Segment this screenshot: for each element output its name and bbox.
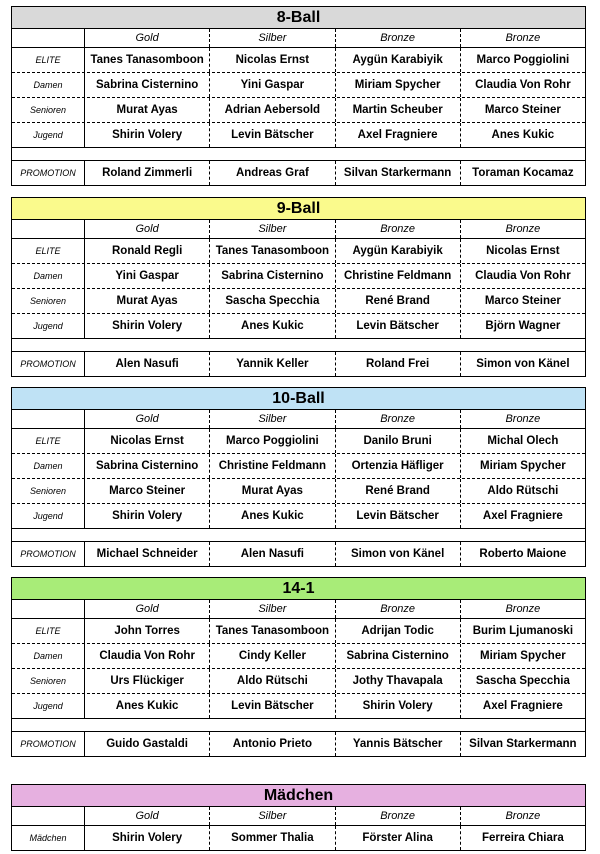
header-category-blank: [12, 807, 85, 825]
winner-name-gold: Marco Steiner: [85, 479, 210, 503]
winner-name-bronze: Marco Steiner: [484, 104, 561, 116]
winner-name-silber: Sascha Specchia: [210, 289, 335, 313]
category-row-jugend: [12, 504, 585, 529]
medal-header-bronze: Bronze: [336, 807, 461, 825]
medal-header-gold: Gold: [85, 600, 210, 618]
spacer-row: [12, 719, 585, 732]
category-label: Damen: [12, 73, 85, 97]
winner-name-bronze: Sabrina Cisternino: [336, 644, 461, 668]
winner-name-bronze: Simon von Känel: [336, 542, 461, 566]
winner-name-silber: Yini Gaspar: [210, 73, 335, 97]
category-label: Damen: [12, 264, 85, 288]
category-row-mädchen: [12, 826, 585, 850]
winner-name-bronze: Toraman Kocamaz: [472, 167, 574, 179]
winner-name-silber: Nicolas Ernst: [210, 48, 335, 72]
category-row-jugend: [12, 694, 585, 719]
winner-name-bronze: Sascha Specchia: [475, 675, 570, 687]
winner-name-silber: Cindy Keller: [210, 644, 335, 668]
section-title: 9-Ball: [12, 198, 585, 220]
category-row-promotion: [12, 542, 585, 566]
medal-header-row: [12, 410, 585, 429]
category-row-senioren: [12, 669, 585, 694]
winner-name-bronze: Roland Frei: [336, 352, 461, 376]
category-label: Jugend: [12, 314, 85, 338]
winner-name-bronze: Axel Fragniere: [336, 123, 461, 147]
winner-name-silber: Aldo Rütschi: [210, 669, 335, 693]
winner-name-bronze: Aygün Karabiyik: [336, 239, 461, 263]
category-row-senioren: [12, 479, 585, 504]
section-title: 14-1: [12, 578, 585, 600]
winner-name-gold: Nicolas Ernst: [85, 429, 210, 453]
winner-name-bronze: Burim Ljumanoski: [472, 625, 574, 637]
medal-header-row: [12, 807, 585, 826]
winner-name-gold: Urs Flückiger: [85, 669, 210, 693]
winner-name-gold: Shirin Volery: [85, 314, 210, 338]
winner-name-gold: Shirin Volery: [85, 123, 210, 147]
category-label: ELITE: [12, 239, 85, 263]
category-row-elite: [12, 429, 585, 454]
medal-header-gold: Gold: [85, 220, 210, 238]
winner-name-bronze: Anes Kukic: [491, 129, 555, 141]
winner-name-gold: Claudia Von Rohr: [85, 644, 210, 668]
winner-name-bronze: Nicolas Ernst: [486, 245, 560, 257]
winner-name-gold: Anes Kukic: [85, 694, 210, 718]
category-row-promotion: [12, 161, 585, 185]
winner-name-gold: Michael Schneider: [85, 542, 210, 566]
category-label: Mädchen: [12, 826, 85, 850]
category-row-damen: [12, 454, 585, 479]
medal-header-bronze: Bronze: [505, 603, 541, 615]
winner-name-bronze: Silvan Starkermann: [336, 161, 461, 185]
medal-header-bronze: Bronze: [505, 32, 541, 44]
winner-name-bronze: Ferreira Chiara: [481, 832, 564, 844]
section-title: 8-Ball: [12, 7, 585, 29]
section-title: Mädchen: [12, 785, 585, 807]
winner-name-silber: Levin Bätscher: [210, 694, 335, 718]
medal-header-silber: Silber: [210, 29, 335, 47]
winner-name-silber: Murat Ayas: [210, 479, 335, 503]
category-label: Damen: [12, 644, 85, 668]
winner-name-bronze: Förster Alina: [336, 826, 461, 850]
medal-header-silber: Silber: [210, 600, 335, 618]
category-label: PROMOTION: [12, 732, 85, 756]
winner-name-silber: Andreas Graf: [210, 161, 335, 185]
winner-name-gold: Murat Ayas: [85, 98, 210, 122]
winner-name-bronze: Adrijan Todic: [336, 619, 461, 643]
category-label: ELITE: [12, 429, 85, 453]
medal-header-bronze: Bronze: [336, 600, 461, 618]
medal-header-bronze: Bronze: [505, 223, 541, 235]
winner-name-silber: Sommer Thalia: [210, 826, 335, 850]
winner-name-bronze: René Brand: [336, 479, 461, 503]
winner-name-bronze: Ortenzia Häfliger: [336, 454, 461, 478]
winner-name-bronze: Simon von Känel: [476, 358, 570, 370]
category-row-elite: [12, 239, 585, 264]
spacer-row: [12, 148, 585, 161]
winner-name-silber: Adrian Aebersold: [210, 98, 335, 122]
medal-header-row: [12, 220, 585, 239]
winner-name-bronze: Shirin Volery: [336, 694, 461, 718]
section-3-table: [11, 577, 586, 757]
category-row-senioren: [12, 289, 585, 314]
category-row-jugend: [12, 314, 585, 339]
winner-name-bronze: Michal Olech: [487, 435, 559, 447]
medal-header-bronze: Bronze: [505, 413, 541, 425]
category-label: Damen: [12, 454, 85, 478]
winner-name-silber: Yannik Keller: [210, 352, 335, 376]
category-label: Senioren: [12, 98, 85, 122]
section-0-table: [11, 6, 586, 186]
category-row-elite: [12, 48, 585, 73]
winner-name-bronze: Björn Wagner: [485, 320, 561, 332]
winner-name-bronze: Marco Steiner: [484, 295, 561, 307]
winner-name-bronze: Aygün Karabiyik: [336, 48, 461, 72]
medal-header-gold: Gold: [85, 29, 210, 47]
winner-name-gold: Sabrina Cisternino: [85, 454, 210, 478]
category-row-promotion: [12, 732, 585, 756]
winner-name-gold: Sabrina Cisternino: [85, 73, 210, 97]
winner-name-gold: Alen Nasufi: [85, 352, 210, 376]
header-category-blank: [12, 410, 85, 428]
winner-name-silber: Anes Kukic: [210, 314, 335, 338]
winner-name-bronze: Danilo Bruni: [336, 429, 461, 453]
category-label: PROMOTION: [12, 161, 85, 185]
winner-name-gold: Yini Gaspar: [85, 264, 210, 288]
medal-header-bronze: Bronze: [336, 29, 461, 47]
category-row-senioren: [12, 98, 585, 123]
winner-name-bronze: Miriam Spycher: [480, 460, 566, 472]
medal-header-silber: Silber: [210, 807, 335, 825]
winner-name-gold: Guido Gastaldi: [85, 732, 210, 756]
category-label: ELITE: [12, 619, 85, 643]
medal-header-silber: Silber: [210, 220, 335, 238]
winner-name-gold: Shirin Volery: [85, 504, 210, 528]
winner-name-silber: Levin Bätscher: [210, 123, 335, 147]
category-label: Senioren: [12, 289, 85, 313]
category-label: PROMOTION: [12, 352, 85, 376]
winner-name-silber: Anes Kukic: [210, 504, 335, 528]
winner-name-gold: Tanes Tanasomboon: [85, 48, 210, 72]
category-row-damen: [12, 73, 585, 98]
winner-name-bronze: Marco Poggiolini: [476, 54, 570, 66]
medal-header-row: [12, 600, 585, 619]
medal-header-bronze: Bronze: [505, 810, 541, 822]
medal-header-gold: Gold: [85, 807, 210, 825]
winner-name-silber: Tanes Tanasomboon: [210, 619, 335, 643]
category-label: Jugend: [12, 694, 85, 718]
winner-name-bronze: Claudia Von Rohr: [475, 79, 571, 91]
winner-name-silber: Tanes Tanasomboon: [210, 239, 335, 263]
category-label: Senioren: [12, 669, 85, 693]
winner-name-bronze: Miriam Spycher: [336, 73, 461, 97]
category-row-jugend: [12, 123, 585, 148]
winner-name-bronze: Christine Feldmann: [336, 264, 461, 288]
category-row-elite: [12, 619, 585, 644]
winner-name-silber: Sabrina Cisternino: [210, 264, 335, 288]
header-category-blank: [12, 29, 85, 47]
header-category-blank: [12, 600, 85, 618]
category-row-damen: [12, 264, 585, 289]
winner-name-gold: Murat Ayas: [85, 289, 210, 313]
winner-name-gold: Roland Zimmerli: [85, 161, 210, 185]
winner-name-gold: John Torres: [85, 619, 210, 643]
winner-name-silber: Alen Nasufi: [210, 542, 335, 566]
winner-name-bronze: Claudia Von Rohr: [475, 270, 571, 282]
winner-name-silber: Antonio Prieto: [210, 732, 335, 756]
winner-name-gold: Shirin Volery: [85, 826, 210, 850]
category-label: PROMOTION: [12, 542, 85, 566]
spacer-row: [12, 529, 585, 542]
section-4-table: [11, 784, 586, 851]
section-1-table: [11, 197, 586, 377]
winner-name-bronze: Miriam Spycher: [480, 650, 566, 662]
winner-name-bronze: Levin Bätscher: [336, 504, 461, 528]
medal-header-gold: Gold: [85, 410, 210, 428]
header-category-blank: [12, 220, 85, 238]
winner-name-bronze: Aldo Rütschi: [487, 485, 559, 497]
spacer-row: [12, 339, 585, 352]
medal-header-silber: Silber: [210, 410, 335, 428]
winner-name-bronze: Yannis Bätscher: [336, 732, 461, 756]
category-label: Jugend: [12, 123, 85, 147]
category-label: Senioren: [12, 479, 85, 503]
winner-name-bronze: René Brand: [336, 289, 461, 313]
winner-name-bronze: Levin Bätscher: [336, 314, 461, 338]
category-row-promotion: [12, 352, 585, 376]
winner-name-bronze: Jothy Thavapala: [336, 669, 461, 693]
winner-name-gold: Ronald Regli: [85, 239, 210, 263]
section-title: 10-Ball: [12, 388, 585, 410]
category-label: ELITE: [12, 48, 85, 72]
section-2-table: [11, 387, 586, 567]
winner-name-silber: Marco Poggiolini: [210, 429, 335, 453]
medal-header-row: [12, 29, 585, 48]
category-row-damen: [12, 644, 585, 669]
winner-name-bronze: Axel Fragniere: [482, 510, 563, 522]
winner-name-bronze: Roberto Maione: [479, 548, 567, 560]
category-label: Jugend: [12, 504, 85, 528]
winner-name-silber: Christine Feldmann: [210, 454, 335, 478]
winner-name-bronze: Axel Fragniere: [482, 700, 563, 712]
winner-name-bronze: Martin Scheuber: [336, 98, 461, 122]
medal-header-bronze: Bronze: [336, 410, 461, 428]
medal-header-bronze: Bronze: [336, 220, 461, 238]
winner-name-bronze: Silvan Starkermann: [469, 738, 577, 750]
